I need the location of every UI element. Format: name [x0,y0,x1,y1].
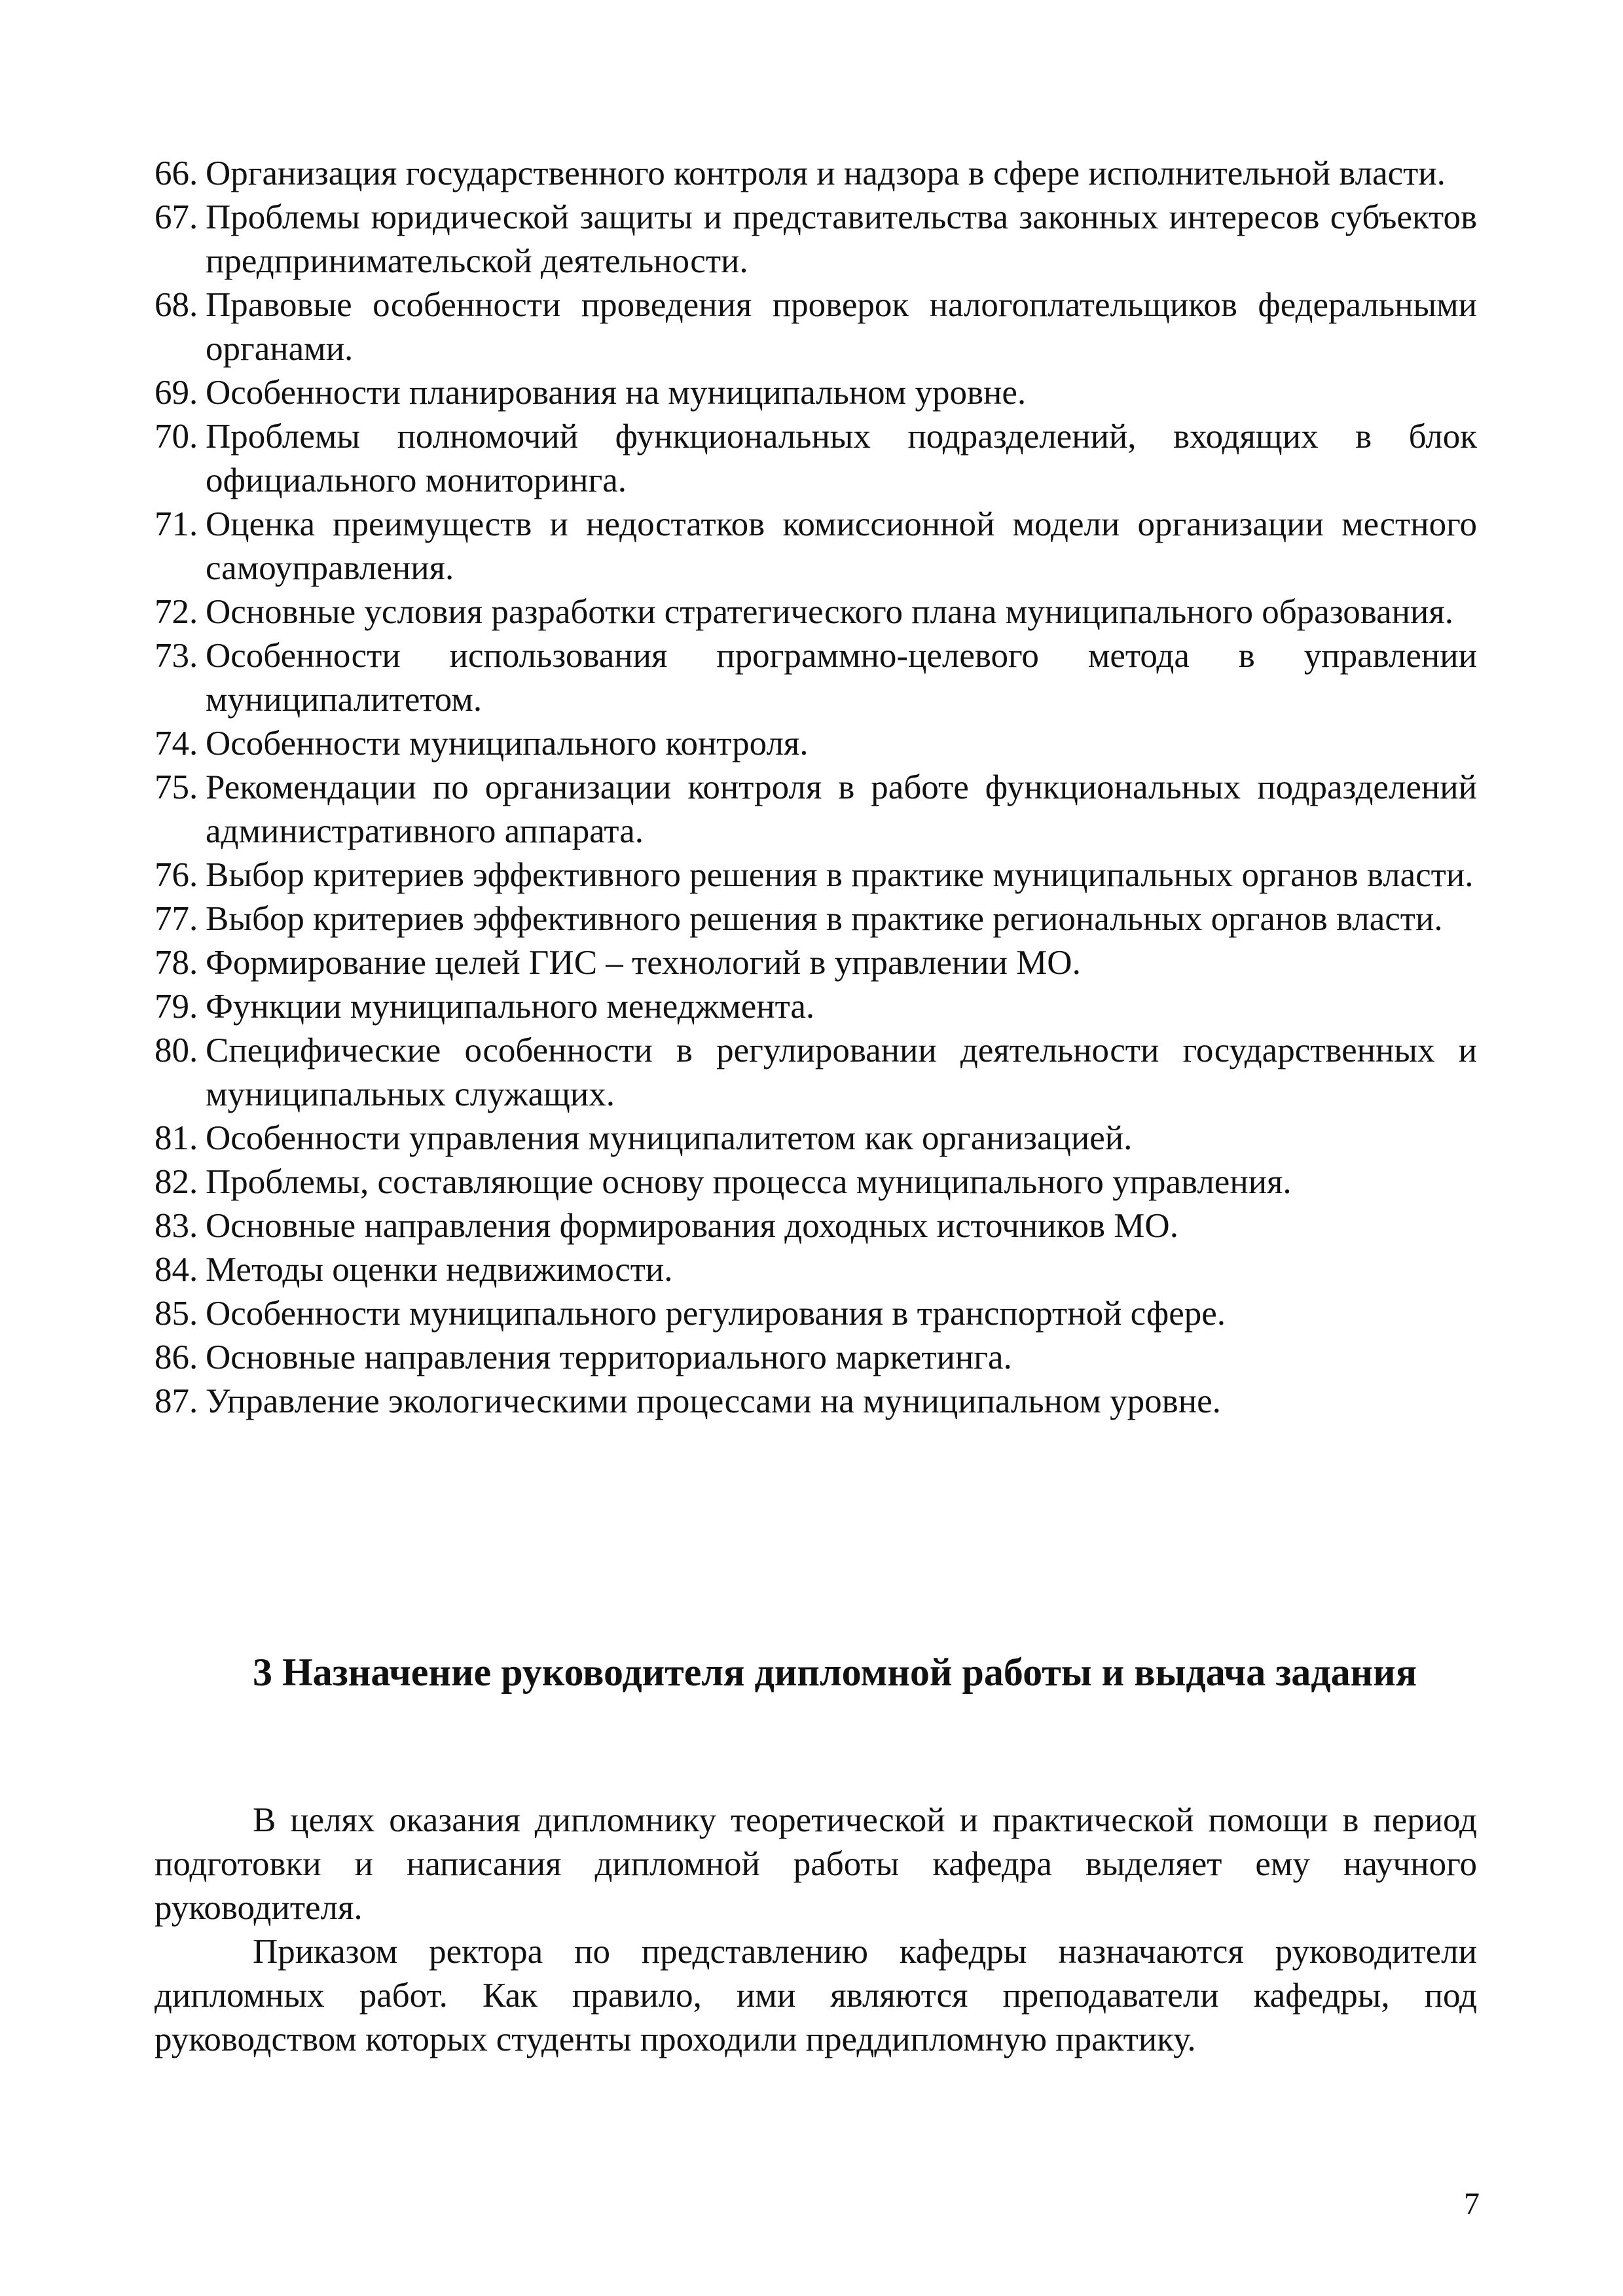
topic-text: Функции муниципального менеджмента. [206,988,815,1026]
topic-number: 66. [155,154,198,192]
topic-number: 70. [155,418,198,456]
topic-text: Управление экологическими процессами на муниципальном уровне. [206,1382,1221,1420]
topic-number: 79. [155,988,198,1026]
topic-number: 83. [155,1207,198,1245]
topic-text: Основные направления формирования доходных источников МО. [206,1207,1178,1245]
topic-item [155,371,1477,415]
section-body [155,1799,1477,2062]
topic-number: 68. [155,286,198,324]
topic-item [155,853,1477,897]
body-paragraph: Приказом ректора по представлению кафедры назначаются руководители дипломных работ. Как правило, ими являются преподаватели кафедры, под руководством которых студенты проходили преддипломную практику. [155,1933,1477,2058]
topic-item [155,634,1477,722]
topic-item [155,1292,1477,1336]
topic-list [155,152,1477,1424]
topic-number: 80. [155,1031,198,1069]
body-paragraph: В целях оказания дипломнику теоретической и практической помощи в период подготовки и написания дипломной работы кафедра выделяет ему научного руководителя. [155,1801,1477,1927]
topic-item [155,415,1477,503]
topic-text: Выбор критериев эффективного решения в практике региональных органов власти. [206,900,1443,938]
topic-number: 74. [155,725,198,762]
topic-text: Рекомендации по организации контроля в работе функциональных подразделений административного аппарата. [206,768,1477,850]
topic-number: 75. [155,768,198,806]
topic-number: 76. [155,856,198,894]
topic-text: Правовые особенности проведения проверок налогоплательщиков федеральными органами. [206,286,1477,368]
topic-number: 82. [155,1163,198,1201]
topic-item [155,766,1477,853]
topic-text: Особенности планирования на муниципальном уровне. [206,374,1027,412]
topic-item [155,1380,1477,1424]
topic-number: 81. [155,1119,198,1157]
topic-number: 78. [155,944,198,982]
topic-item [155,283,1477,371]
topic-item [155,1029,1477,1117]
topic-number: 77. [155,900,198,938]
topic-text: Проблемы юридической защиты и представительства законных интересов субъектов предпринимательской деятельности. [206,198,1477,280]
topic-text: Особенности использования программно-целевого метода в управлении муниципалитетом. [206,637,1477,719]
topic-text: Особенности муниципального регулирования в транспортной сфере. [206,1295,1226,1333]
topic-number: 71. [155,505,198,543]
topic-text: Основные направления территориального маркетинга. [206,1338,1012,1376]
topic-text: Выбор критериев эффективного решения в практике муниципальных органов власти. [206,856,1474,894]
topic-item [155,1160,1477,1204]
topic-number: 73. [155,637,198,675]
topic-text: Специфические особенности в регулировании деятельности государственных и муниципальных служащих. [206,1031,1477,1113]
topic-number: 87. [155,1382,198,1420]
topic-number: 84. [155,1251,198,1289]
topic-text: Особенности управления муниципалитетом как организацией. [206,1119,1133,1157]
page-number: 7 [1464,2187,1480,2221]
topic-text: Формирование целей ГИС – технологий в управлении МО. [206,944,1081,982]
topic-item [155,985,1477,1029]
topic-text: Методы оценки недвижимости. [206,1251,673,1289]
topic-text: Проблемы полномочий функциональных подразделений, входящих в блок официального мониторинга. [206,418,1477,499]
topic-text: Основные условия разработки стратегического плана муниципального образования. [206,593,1454,631]
topic-item [155,196,1477,283]
topic-number: 69. [155,374,198,412]
topic-item [155,152,1477,196]
topic-text: Оценка преимуществ и недостатков комиссионной модели организации местного самоуправления. [206,505,1477,587]
topic-text: Особенности муниципального контроля. [206,725,809,762]
topic-number: 86. [155,1338,198,1376]
topic-item [155,503,1477,590]
topic-number: 67. [155,198,198,236]
topic-item [155,1336,1477,1380]
topic-number: 85. [155,1295,198,1333]
topic-number: 72. [155,593,198,631]
section-heading: 3 Назначение руководителя дипломной работы и выдача задания [253,1651,1417,1694]
topic-item [155,590,1477,634]
topic-item [155,941,1477,985]
topic-item [155,1248,1477,1292]
topic-text: Организация государственного контроля и надзора в сфере исполнительной власти. [206,154,1446,192]
topic-item [155,722,1477,766]
topic-item [155,1204,1477,1248]
topic-item [155,897,1477,941]
topic-text: Проблемы, составляющие основу процесса муниципального управления. [206,1163,1292,1201]
topic-item [155,1117,1477,1160]
